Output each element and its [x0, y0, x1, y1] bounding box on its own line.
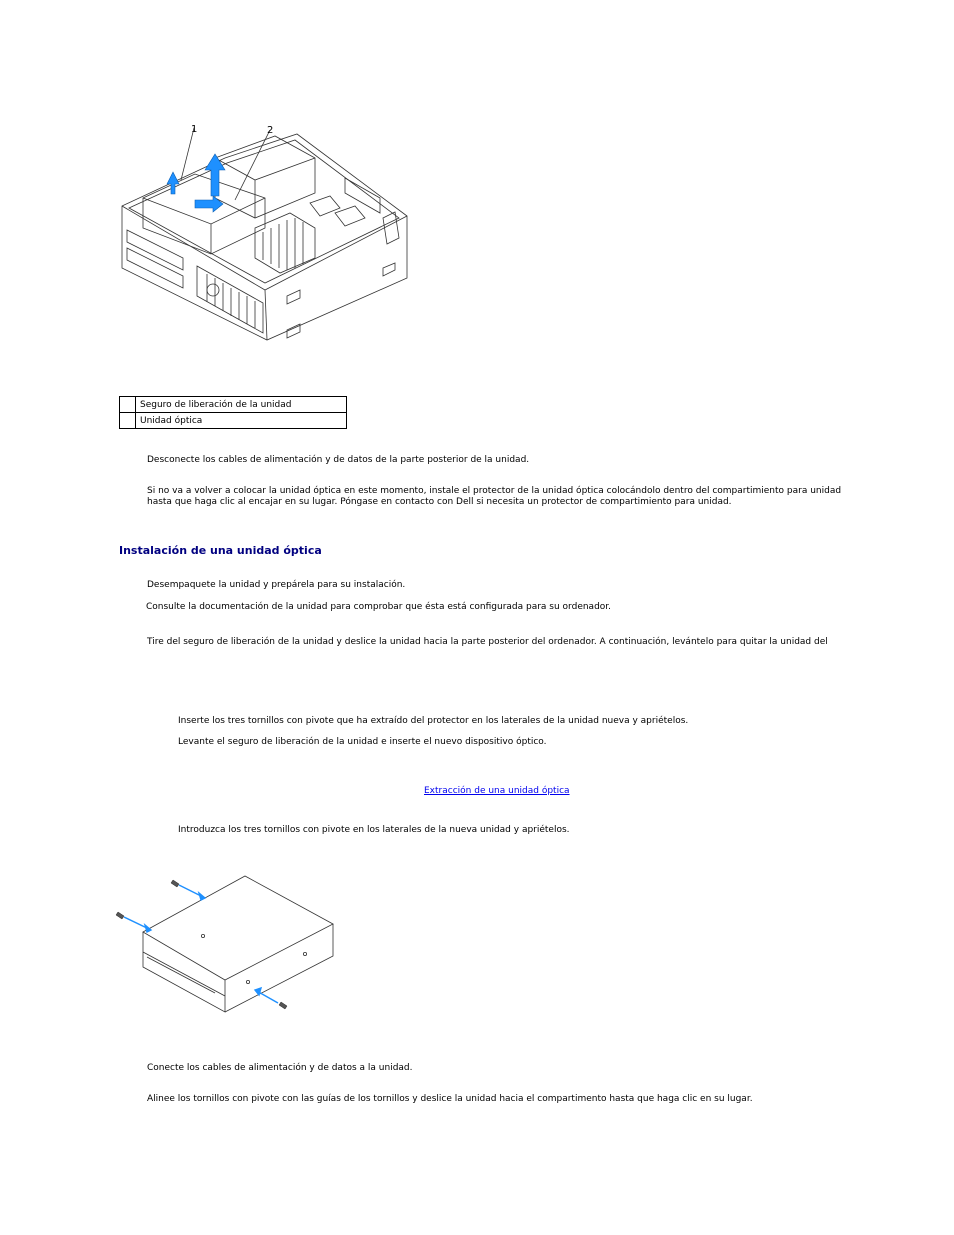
step-align-screws: Alinee los tornillos con pivote con las guías de los tornillos y deslice la unidad hacia el compartimento hasta que haga clic en su lugar.	[147, 1094, 753, 1104]
legend-text: Unidad óptica	[136, 413, 347, 429]
section-heading: Instalación de una unidad óptica	[119, 544, 322, 557]
legend-row	[120, 413, 347, 429]
legend-number	[120, 413, 136, 429]
substep-insert-screws: Inserte los tres tornillos con pivote que ha extraído del protector en los laterales de la unidad nueva y apriételos.	[178, 716, 689, 726]
step-connect-cables: Conecte los cables de alimentación y de datos a la unidad.	[147, 1063, 413, 1073]
step-insert-screws: Introduzca los tres tornillos con pivote en los laterales de la nueva unidad y apriételos.	[178, 825, 570, 835]
optical-drive-illustration	[115, 872, 340, 1014]
substep-lift-latch: Levante el seguro de liberación de la unidad e inserte el nuevo dispositivo óptico.	[178, 737, 547, 747]
callout-1: 1	[191, 124, 198, 135]
step-consult: Consulte la documentación de la unidad para comprobar que ésta está configurada para su ordenador.	[146, 602, 612, 612]
legend-number	[120, 397, 136, 413]
legend-row	[120, 397, 347, 413]
drive-cover-line-2: hasta que haga clic al encajar en su lugar. Póngase en contacto con Dell si necesita un protector de compartimiento para unidad.	[147, 497, 732, 507]
removal-link[interactable]: Extracción de una unidad óptica	[424, 786, 570, 796]
drive-cover-line-1: Si no va a volver a colocar la unidad óptica en este momento, instale el protector de la unidad óptica colocándolo dentro del compartimiento para unidad	[147, 486, 842, 496]
chassis-illustration	[115, 118, 415, 348]
step-pull-latch: Tire del seguro de liberación de la unidad y deslice la unidad hacia la parte posterior del ordenador. A continuación, levántelo para quitar la unidad del	[147, 637, 828, 647]
disconnect-cables-text: Desconecte los cables de alimentación y de datos de la parte posterior de la unidad.	[147, 455, 530, 465]
optical-drive-drawing	[115, 872, 340, 1014]
legend-text: Seguro de liberación de la unidad	[136, 397, 347, 413]
chassis-drawing	[115, 118, 415, 348]
step-unpack: Desempaquete la unidad y prepárela para su instalación.	[147, 580, 406, 590]
callout-2: 2	[267, 125, 274, 136]
drive-cover-note	[147, 486, 847, 508]
legend-table	[119, 396, 347, 429]
